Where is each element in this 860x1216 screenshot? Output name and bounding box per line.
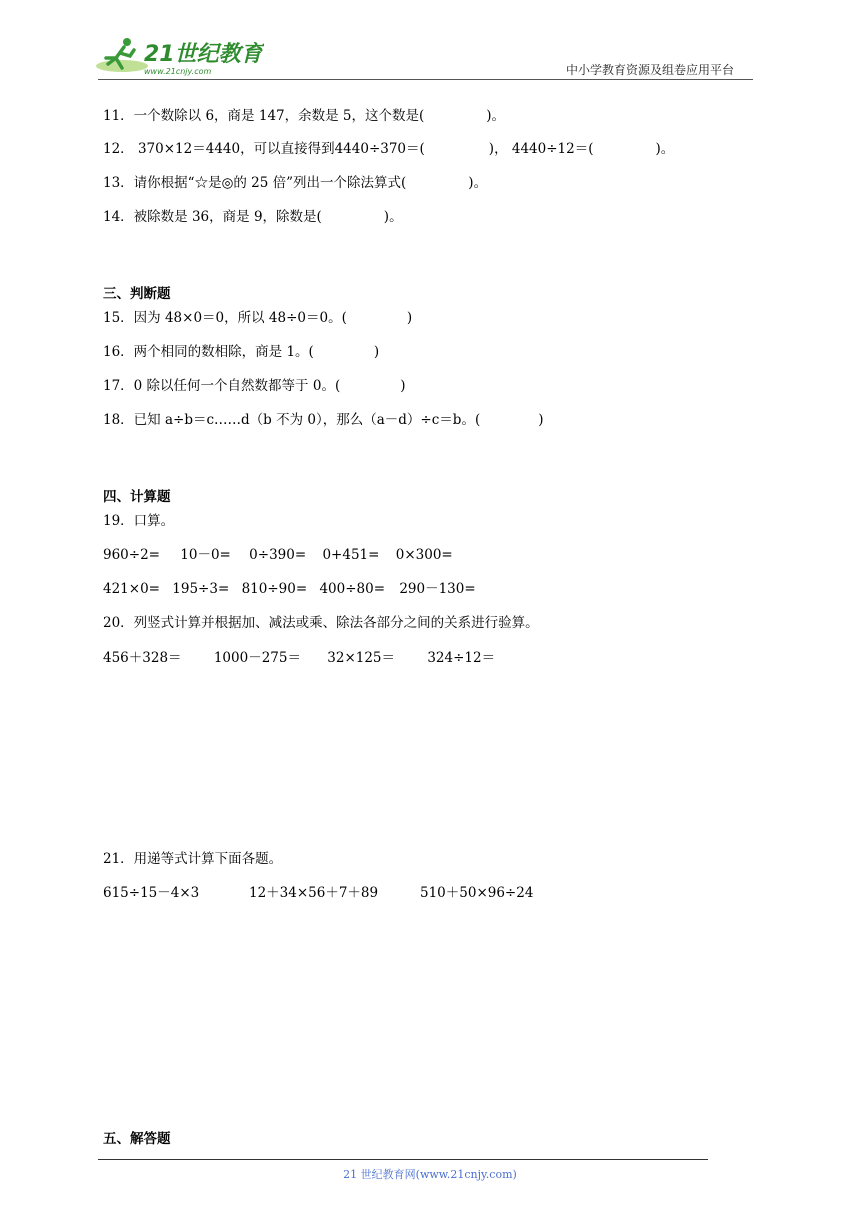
q14-text: 14．被除数是 36，商是 9，除数是( (103, 209, 322, 225)
q12-mid: )， 4440÷12＝( (488, 141, 594, 157)
logo-url: www.21cnjy.com (144, 67, 212, 76)
q19-row-2 (103, 581, 476, 597)
vertical-calc-item: 32×125＝ (327, 650, 396, 666)
section-3-title: 三、判断题 (103, 286, 171, 302)
oral-calc-item: 195÷3= (172, 581, 230, 597)
oral-calc-item: 0÷390= (249, 547, 307, 563)
question-11 (103, 108, 505, 124)
q17-text: 17．0 除以任何一个自然数都等于 0。( (103, 378, 341, 394)
oral-calc-item: 290－130= (399, 581, 476, 597)
q12-close: )。 (655, 141, 675, 157)
footer-divider (98, 1159, 708, 1160)
q21-item-3: 510＋50×96÷24 (420, 885, 534, 901)
q18-text: 18．已知 a÷b＝c……d（b 不为 0），那么（a－d）÷c＝b。( (103, 412, 481, 428)
vertical-calc-item: 324÷12＝ (427, 650, 496, 666)
oral-calc-item: 421×0= (103, 581, 160, 597)
header-divider (98, 79, 753, 80)
footer-link[interactable]: 21 世纪教育网(www.21cnjy.com) (343, 1168, 517, 1181)
q15-close: ) (406, 310, 413, 326)
q14-close: )。 (383, 209, 403, 225)
q11-close: )。 (486, 108, 506, 124)
vertical-calc-item: 1000－275＝ (213, 650, 301, 666)
question-14 (103, 209, 403, 225)
q16-close: ) (373, 344, 380, 360)
q21-item-1: 615÷15－4×3 (103, 885, 200, 901)
question-19: 19．口算。 (103, 513, 175, 529)
q19-row-1 (103, 547, 453, 563)
question-12 (103, 141, 674, 157)
q15-text: 15．因为 48×0＝0，所以 48÷0＝0。( (103, 310, 347, 326)
logo-title: 21世纪教育 (144, 42, 263, 67)
q20-items (103, 650, 495, 666)
q11-text: 11．一个数除以 6，商是 147，余数是 5，这个数是( (103, 108, 425, 124)
runner-logo-icon (94, 34, 264, 80)
logo (94, 34, 264, 80)
question-15 (103, 310, 412, 326)
q12-text: 12． 370×12＝4440，可以直接得到4440÷370＝( (103, 141, 425, 157)
oral-calc-item: 0×300= (395, 547, 453, 563)
section-4-title: 四、计算题 (103, 489, 171, 505)
q18-close: ) (538, 412, 544, 428)
question-18 (103, 412, 544, 428)
q21-item-2: 12＋34×56＋7＋89 (249, 885, 379, 901)
q17-close: ) (400, 378, 406, 394)
question-20: 20．列竖式计算并根据加、减法或乘、除法各部分之间的关系进行验算。 (103, 615, 539, 631)
q13-text: 13．请你根据“☆是◎的 25 倍”列出一个除法算式( (103, 175, 407, 191)
question-16 (103, 344, 379, 360)
oral-calc-item: 810÷90= (241, 581, 308, 597)
vertical-calc-item: 456＋328＝ (103, 650, 182, 666)
question-13 (103, 175, 487, 191)
q16-text: 16．两个相同的数相除，商是 1。( (103, 344, 314, 360)
oral-calc-item: 960÷2= (103, 547, 160, 563)
oral-calc-item: 400÷80= (319, 581, 386, 597)
oral-calc-item: 10－0= (180, 547, 231, 563)
q13-close: )。 (468, 175, 488, 191)
question-17 (103, 378, 406, 394)
oral-calc-item: 0+451= (322, 547, 380, 563)
section-5-title: 五、解答题 (103, 1131, 171, 1147)
header-platform-text: 中小学教育资源及组卷应用平台 (566, 63, 735, 77)
question-21: 21．用递等式计算下面各题。 (103, 851, 283, 867)
